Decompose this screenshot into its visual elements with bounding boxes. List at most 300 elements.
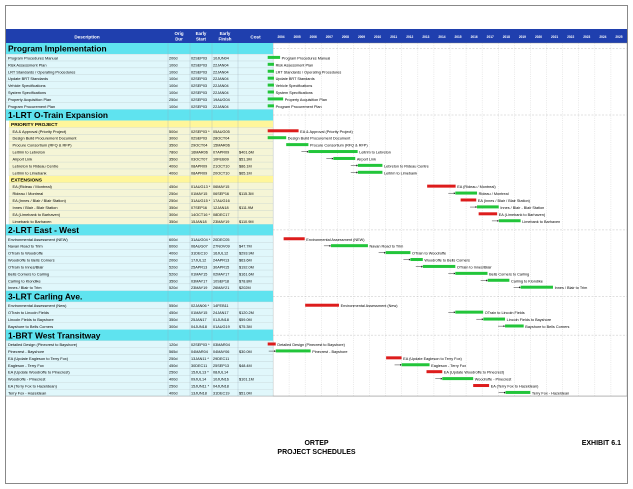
task-description: Eagleson - Terry Fox xyxy=(8,362,44,368)
gantt-bar-label: EA (Terry Fox to Hazeldean) xyxy=(490,384,539,389)
gantt-bar-green xyxy=(268,104,274,107)
timeline-year-label: 2024 xyxy=(599,35,607,39)
subsection-band xyxy=(9,176,273,183)
task-description: System Specifications xyxy=(8,90,47,96)
task-row xyxy=(6,348,273,355)
task-early-finish: 21OCT10 xyxy=(213,164,230,169)
timeline-year-label: 2012 xyxy=(406,35,414,39)
column-header-orig-dur-line2: Dur xyxy=(175,36,183,42)
gantt-bar-label: EA (Innes / Blair / Blair Station) xyxy=(477,199,530,203)
task-description: Navan Road to Trim xyxy=(8,243,43,249)
task-description: OTrain to Innes/Blair xyxy=(8,264,44,270)
task-duration: 200d xyxy=(169,258,178,263)
task-duration: 350d xyxy=(169,318,178,323)
timeline-year-label: 2016 xyxy=(470,35,478,39)
task-row xyxy=(9,190,273,197)
task-early-start: 02SEP03 xyxy=(191,70,208,75)
timeline-year-label: 2013 xyxy=(422,35,430,39)
task-early-start: 01MAY15 xyxy=(191,311,208,316)
gantt-bar-red xyxy=(268,129,299,132)
task-early-finish: 23MAY19 xyxy=(213,219,230,224)
gantt-bar-label: EA (Update Eagleson to Terry Fox) xyxy=(403,356,462,361)
timeline-year-label: 2009 xyxy=(357,35,366,39)
gantt-bar-label: Environmental Assessment (New) xyxy=(340,304,398,309)
section-title: 1-BRT West Transitway xyxy=(8,330,101,341)
column-header-early-start-line1: Early xyxy=(195,31,207,37)
task-early-start: 02SEP03 xyxy=(191,84,208,89)
task-early-finish: 17AUG16 xyxy=(213,199,230,203)
task-description: Bayshore to Bells Corners xyxy=(8,324,54,329)
task-duration: 300d xyxy=(169,212,178,217)
column-header-early-start-line2: Start xyxy=(195,36,207,42)
gantt-bar-label: LRT Standards / Operating Procedures xyxy=(275,70,342,75)
gantt-bar-label: OTrain to Lincoln Fields xyxy=(484,311,525,316)
gantt-bar-green xyxy=(268,136,287,139)
task-cost: $401.6M xyxy=(239,150,254,155)
task-cost: $293.9M xyxy=(239,251,254,256)
timeline-year-label: 2019 xyxy=(518,35,526,39)
task-cost: $59.0M xyxy=(239,318,252,323)
task-cost: $30.0M xyxy=(239,349,252,354)
task-cost: $202M xyxy=(239,286,251,291)
task-early-finish: 24JAN17 xyxy=(213,311,229,316)
gantt-bar-green xyxy=(499,219,521,222)
timeline-year-label: 2023 xyxy=(583,35,591,39)
gantt-bar-green xyxy=(268,56,280,59)
column-header-early-finish-line1: Early xyxy=(219,31,231,37)
timeline-year-label: 2015 xyxy=(454,35,462,39)
gantt-bar-green xyxy=(268,70,274,73)
task-duration: 300d xyxy=(169,136,178,141)
task-duration: 300d xyxy=(169,325,178,329)
task-early-start: 25JAN17 xyxy=(191,318,207,323)
task-early-finish: 20DEC05 xyxy=(213,237,230,242)
task-duration: 450d xyxy=(169,185,178,190)
task-early-start: 13JAN11 * xyxy=(191,356,209,361)
gantt-bar-red xyxy=(284,237,305,240)
gantt-bar-green xyxy=(276,349,311,352)
gantt-bar-green xyxy=(521,286,553,289)
task-early-start: 31DEC10 xyxy=(191,251,208,256)
gantt-bar-label: System Specifications xyxy=(275,91,313,96)
column-header-description: Description xyxy=(74,34,100,40)
task-cost: $75.3M xyxy=(239,325,252,329)
column-header-orig-dur-line1: Orig xyxy=(174,31,184,37)
task-cost: $47.7M xyxy=(239,244,252,249)
gantt-bar-label: Lincoln Fields to Bayshore xyxy=(506,318,552,323)
task-row xyxy=(6,277,273,284)
gantt-bar-label: Risk Assessment Plan xyxy=(275,63,314,68)
task-early-start: 29OCT04 xyxy=(191,143,208,148)
gantt-bar-label: Property Acquisition Plan xyxy=(284,97,327,102)
task-cost: $161.6M xyxy=(239,272,254,277)
task-row xyxy=(6,82,273,89)
task-early-start: 13JUN18 xyxy=(191,391,207,396)
gantt-bar-label: Bells Corners to Carling xyxy=(489,272,530,277)
gantt-bar-green xyxy=(483,318,505,321)
gantt-bar-label: Program Procedures Manual xyxy=(281,56,331,61)
gantt-bar-label: EA (Update Woodroffe to Pinecrest) xyxy=(443,370,505,375)
task-duration: 100d xyxy=(169,84,178,89)
task-description: Vehicle Specifications xyxy=(8,83,46,89)
column-header-early-finish-line2: Finish xyxy=(218,36,232,42)
gantt-bar-label: Airport Link xyxy=(356,157,377,162)
gantt-bar-label: Environmental Assessment (NEW) xyxy=(306,237,365,242)
task-description: Innes / Blair - Blair Station xyxy=(12,204,58,210)
task-early-start: 03OCT07 xyxy=(191,157,208,162)
task-duration: 600d xyxy=(169,244,178,249)
task-early-start: 23MAY19 xyxy=(191,286,208,291)
task-duration: 400d xyxy=(169,171,178,176)
task-cost: $48.4M xyxy=(239,363,252,368)
task-duration: 350d xyxy=(169,157,178,162)
gantt-bar-green xyxy=(506,391,531,394)
section-title: 2-LRT East - West xyxy=(8,225,80,236)
gantt-bar-label: Limebank to Barhaven xyxy=(522,219,561,224)
gantt-bar-green xyxy=(268,77,274,80)
task-early-start: 02JAN06 * xyxy=(191,304,210,309)
task-early-start: 08APR09 xyxy=(191,164,208,169)
task-description: OTrain to Lincoln Fields xyxy=(8,310,49,316)
task-early-finish: 31DEC19 xyxy=(213,391,230,396)
timeline-year-label: 2014 xyxy=(438,35,446,39)
task-duration: 400d xyxy=(169,164,178,169)
task-description: Leitrim to Lebreton xyxy=(12,149,45,155)
task-description: Airport Link xyxy=(12,156,33,162)
gantt-bar-green xyxy=(477,205,499,208)
gantt-bar-green xyxy=(455,192,477,195)
task-row xyxy=(6,263,273,270)
task-duration: 100d xyxy=(169,70,178,75)
gantt-bar-green xyxy=(402,363,430,366)
task-early-finish: 06SEP16 xyxy=(213,192,230,197)
gantt-bar-label: Innes / Blair - Blair Station xyxy=(500,205,545,210)
task-duration: 400d xyxy=(169,391,178,396)
task-early-finish: 26MAY21 xyxy=(213,286,230,291)
task-early-finish: 15MAR06 xyxy=(213,143,230,148)
gantt-bar-green xyxy=(410,258,422,261)
task-duration: 250d xyxy=(169,370,178,375)
task-description: EA (Limebank to Barhaven) xyxy=(12,211,61,217)
task-duration: 520d xyxy=(169,272,178,277)
task-row xyxy=(9,148,273,155)
gantt-bar-label: OTrain to Woodroffe xyxy=(412,251,447,256)
task-duration: 100d xyxy=(169,104,178,109)
gantt-bar-label: Program Procurement Plan xyxy=(275,104,322,109)
task-row xyxy=(6,361,273,368)
task-early-start: 02SEP03 xyxy=(191,97,208,102)
gantt-bar-label: EA (Limebank to Barhaven) xyxy=(498,212,546,217)
task-early-finish: 08JUL14 xyxy=(213,370,229,375)
gantt-bar-green xyxy=(268,91,274,94)
gantt-bar-label: Woodroffe to Bells Corners xyxy=(424,258,470,263)
task-early-finish: 30APR15 xyxy=(213,265,230,270)
task-duration: 565d xyxy=(169,349,178,354)
task-early-finish: 24APR13 xyxy=(213,258,230,263)
task-cost: $63.6M xyxy=(239,258,252,263)
task-early-finish: 10JUN16 xyxy=(213,377,229,382)
task-early-finish: 10FEB09 xyxy=(213,157,229,162)
task-early-finish: 14FEB11 xyxy=(213,304,229,309)
gantt-bar-label: Terry Fox - Hazeldean xyxy=(531,391,570,396)
gantt-bar-label: Vehicle Specifications xyxy=(275,84,313,89)
gantt-bar-green xyxy=(488,279,510,282)
task-early-start: 08APR09 xyxy=(191,171,208,176)
task-cost: $51.0M xyxy=(239,391,252,396)
gantt-bar-green xyxy=(286,143,308,146)
gantt-bar-label: Detailed Design (Pinecrest to Bayshore) xyxy=(277,343,345,348)
section-title: Program Implementation xyxy=(8,43,107,54)
gantt-bar-label: Pinecrest - Bayshore xyxy=(312,349,348,354)
task-description: Lincoln Fields to Bayshore xyxy=(8,317,54,323)
task-early-start: 07SEP16 xyxy=(191,205,208,210)
task-early-finish: 29DEC11 xyxy=(213,356,230,361)
task-early-start: 31AUG04 * xyxy=(191,237,211,242)
task-description: Procure Consortium (RFQ & RFP) xyxy=(12,142,72,148)
task-early-finish: 01JUN18 xyxy=(213,318,229,323)
gantt-bar-label: Carling to Klondike xyxy=(510,279,543,284)
gantt-bar-red xyxy=(479,212,498,215)
task-duration: 400d xyxy=(169,377,178,382)
task-early-start: 25APR13 xyxy=(191,265,208,270)
task-duration: 200d xyxy=(169,56,178,61)
task-cost: $65.1M xyxy=(239,171,252,176)
gantt-bar-red xyxy=(386,356,401,359)
footer-title-line2: PROJECT SCHEDULES xyxy=(277,449,356,456)
task-duration: 250d xyxy=(169,384,178,389)
gantt-bar-label: OTrain to Innes/Blair xyxy=(456,265,492,270)
task-early-finish: 04JUN18 xyxy=(213,384,229,389)
task-early-start: 04JUN18 xyxy=(191,325,207,329)
task-description: EA (Update Woodroffe to Pinecrest) xyxy=(8,369,70,375)
task-description: Risk Assessment Plan xyxy=(8,62,47,68)
task-cost: $86.1M xyxy=(239,164,252,169)
task-early-start: 03MAY17 xyxy=(191,279,208,284)
gantt-bar-green xyxy=(268,63,274,66)
task-description: Limebank to Barhaven xyxy=(12,218,52,224)
task-early-finish: 22JAN04 xyxy=(213,84,229,89)
timeline-year-label: 2011 xyxy=(390,35,398,39)
task-early-finish: 05AUG05 xyxy=(213,129,230,134)
task-early-start: 02SEP03 xyxy=(191,77,208,82)
task-early-start: 15JUN11 * xyxy=(191,384,210,389)
task-duration: 250d xyxy=(169,199,178,203)
gantt-bar-label: EA (Rideau / Montreal) xyxy=(457,185,496,190)
task-description: Design Build Procurement Document xyxy=(12,135,77,141)
task-early-start: 15JAN18 xyxy=(191,219,207,224)
column-header-cost: Cost xyxy=(250,34,261,40)
timeline-year-label: 2008 xyxy=(341,35,349,39)
task-description: Rideau / Montreal xyxy=(12,191,44,197)
task-early-start: 16MAR06 xyxy=(191,150,208,155)
task-early-start: 09JUL14 xyxy=(191,377,207,382)
task-duration: 500d xyxy=(169,129,178,134)
gantt-bar-label: Leitrim to Limebank xyxy=(384,171,418,176)
task-early-finish: 12JAN18 xyxy=(213,205,229,210)
task-early-start: 31AUG15 * xyxy=(191,199,211,203)
task-early-finish: 01AUG19 xyxy=(213,325,230,329)
gantt-bar-red xyxy=(427,185,455,188)
task-row xyxy=(6,375,273,382)
task-early-finish: 08DEC17 xyxy=(213,212,230,217)
timeline-year-label: 2020 xyxy=(534,35,543,39)
subsection-title: PRIORITY PROJECT xyxy=(11,122,58,128)
gantt-bar-red xyxy=(461,198,477,201)
task-cost: $51.3M xyxy=(239,157,252,162)
task-early-start: 01MAY15 xyxy=(191,272,208,277)
task-early-finish: 27NOV09 xyxy=(213,244,230,249)
task-cost: $110.9M xyxy=(239,219,254,224)
gantt-bar-green xyxy=(358,171,383,174)
task-description: EA (Innes / Blair / Blair Station) xyxy=(12,198,66,203)
timeline-year-label: 2018 xyxy=(502,35,510,39)
task-duration: 450d xyxy=(169,363,178,368)
task-duration: 520d xyxy=(169,286,178,291)
task-early-finish: 07APR09 xyxy=(213,150,230,155)
timeline-year-label: 2005 xyxy=(293,35,301,39)
task-description: Detailed Design (Pinecrest to Bayshore) xyxy=(8,342,78,348)
task-duration: 350d xyxy=(169,205,178,210)
task-description: Environmental Assessment (NEW) xyxy=(8,236,68,242)
task-early-finish: 04MAY06 xyxy=(213,349,230,354)
task-early-start: 15JUL13 * xyxy=(191,370,209,375)
task-description: EA (Terry Fox to Hazeldean) xyxy=(8,383,57,389)
gantt-bar-green xyxy=(268,97,283,100)
task-description: Terry Fox - Hazeldean xyxy=(8,390,47,396)
section-title: 1-LRT O-Train Expansion xyxy=(8,110,109,121)
task-cost: $120.2M xyxy=(239,311,254,316)
subsection-title: EXTENSIONS xyxy=(11,178,42,184)
task-description: Woodroffe to Bells Corners xyxy=(8,257,55,263)
task-row xyxy=(9,169,273,176)
task-description: Leitrim to Limebank xyxy=(12,170,47,176)
task-duration: 350d xyxy=(169,143,178,148)
task-early-start: 02SEP03 * xyxy=(191,343,210,348)
timeline-year-label: 2025 xyxy=(615,35,623,39)
task-early-finish: 22JAN04 xyxy=(213,104,229,109)
task-early-start: 02SEP03 xyxy=(191,91,208,96)
timeline-year-label: 2022 xyxy=(567,35,575,39)
task-description: EA (Rideau / Montreal) xyxy=(12,184,52,190)
task-cost: $78.8M xyxy=(239,279,252,284)
task-duration: 100d xyxy=(169,91,178,96)
task-early-start: 14OCT16 * xyxy=(191,212,210,217)
gantt-bar-green xyxy=(386,251,411,254)
task-description: EA (Update Eagleson to Terry Fox) xyxy=(8,355,69,361)
task-cost: $115.3M xyxy=(239,192,254,197)
gantt-bar-red xyxy=(305,304,339,307)
gantt-bar-label: Design Build Procurement Document xyxy=(287,136,351,141)
section-title: 3-LRT Carling Ave. xyxy=(8,291,83,302)
task-row xyxy=(6,242,273,249)
task-duration: 120d xyxy=(169,343,178,348)
gantt-bar-green xyxy=(455,272,487,275)
task-early-finish: 22JAN04 xyxy=(213,91,229,96)
task-duration: 100d xyxy=(169,63,178,68)
gantt-bar-label: Lebreton to Rideau Centre xyxy=(384,164,429,169)
task-duration: 520d xyxy=(169,265,178,270)
task-description: Lebreton to Rideau Centre xyxy=(12,163,59,169)
task-duration: 450d xyxy=(169,311,178,316)
gantt-bar-label: Eagleson - Terry Fox xyxy=(431,363,467,368)
task-description: Bells Corners to Carling xyxy=(8,271,50,277)
gantt-bar-green xyxy=(358,164,383,167)
task-early-start: 06AUG07 xyxy=(191,244,208,249)
task-cost: $111.9M xyxy=(239,205,254,210)
gantt-bar-label: Procure Consortium (RFQ & RFP) xyxy=(310,143,368,148)
task-early-finish: 25SEP13 xyxy=(213,363,230,368)
gantt-bar-label: Woodroffe - Pinecrest xyxy=(474,377,512,382)
gantt-bar-label: Navan Road to Trim xyxy=(369,244,404,249)
gantt-bar-red xyxy=(268,343,276,346)
task-early-finish: 10JUN04 xyxy=(213,56,229,61)
task-early-finish: 22JAN04 xyxy=(213,70,229,75)
gantt-bar-green xyxy=(442,377,473,380)
task-early-start: 17JUL12 xyxy=(191,258,207,263)
task-early-start: 02SEP03 * xyxy=(191,129,210,134)
gantt-bar-green xyxy=(333,157,355,160)
task-duration: 250d xyxy=(169,192,178,197)
task-early-start: 02SEP03 xyxy=(191,63,208,68)
timeline-year-label: 2017 xyxy=(486,35,494,39)
task-early-finish: 22JAN04 xyxy=(213,63,229,68)
task-duration: 100d xyxy=(169,77,178,82)
gantt-bar-label: Rideau / Montreal xyxy=(478,192,509,197)
task-early-finish: 03MAR04 xyxy=(213,343,230,348)
gantt-bar-red xyxy=(473,384,489,387)
gantt-bar-red xyxy=(427,370,443,373)
task-duration: 600d xyxy=(169,237,178,242)
task-duration: 250d xyxy=(169,356,178,361)
task-early-start: 02SEP03 xyxy=(191,56,208,61)
gantt-bar-label: Leitrim to Lebreton xyxy=(359,150,391,155)
task-description: OTrain to Woodroffe xyxy=(8,250,43,256)
task-row xyxy=(9,155,273,162)
task-description: EA & Approval (Priority Project) xyxy=(12,128,67,134)
footer-title-line1: ORTEP xyxy=(304,440,329,447)
timeline-year-label: 2006 xyxy=(309,35,317,39)
task-early-start: 02SEP03 xyxy=(191,104,208,109)
task-early-finish: 10SEP18 xyxy=(213,279,230,284)
task-description: Environmental Assessment (New) xyxy=(8,303,67,309)
task-early-start: 04MAR04 xyxy=(191,349,208,354)
task-early-finish: 22JAN04 xyxy=(213,77,229,82)
task-early-start: 01AUG13 * xyxy=(191,185,211,190)
gantt-bar-label: Update BRT Standards xyxy=(275,77,315,82)
task-duration: 400d xyxy=(169,251,178,256)
gantt-bar-green xyxy=(455,311,483,314)
task-early-finish: 19AUG04 xyxy=(213,97,230,102)
task-cost: $101.1M xyxy=(239,377,254,382)
task-row xyxy=(6,249,273,256)
task-description: Property Acquisition Plan xyxy=(8,96,52,102)
task-early-finish: 06MAY15 xyxy=(213,185,230,190)
task-description: Woodroffe - Pinecrest xyxy=(8,376,46,382)
task-description: Pinecrest - Bayshore xyxy=(8,348,45,354)
gantt-bar-green xyxy=(331,244,368,247)
task-description: Innes / Blair to Trim xyxy=(8,285,42,291)
task-early-finish: 16JUL12 xyxy=(213,251,229,256)
gantt-bar-label: Bayshore to Bells Corners xyxy=(525,325,570,329)
task-early-start: 01MAY15 xyxy=(191,192,208,197)
timeline-year-label: 2007 xyxy=(325,35,333,39)
timeline-year-label: 2004 xyxy=(277,35,285,39)
gantt-bar-label: Innes / Blair to Trim xyxy=(554,286,588,291)
task-early-finish: 28OCT04 xyxy=(213,136,230,141)
task-duration: 350d xyxy=(169,219,178,224)
gantt-bar-green xyxy=(268,84,274,87)
timeline-year-label: 2021 xyxy=(551,35,559,39)
